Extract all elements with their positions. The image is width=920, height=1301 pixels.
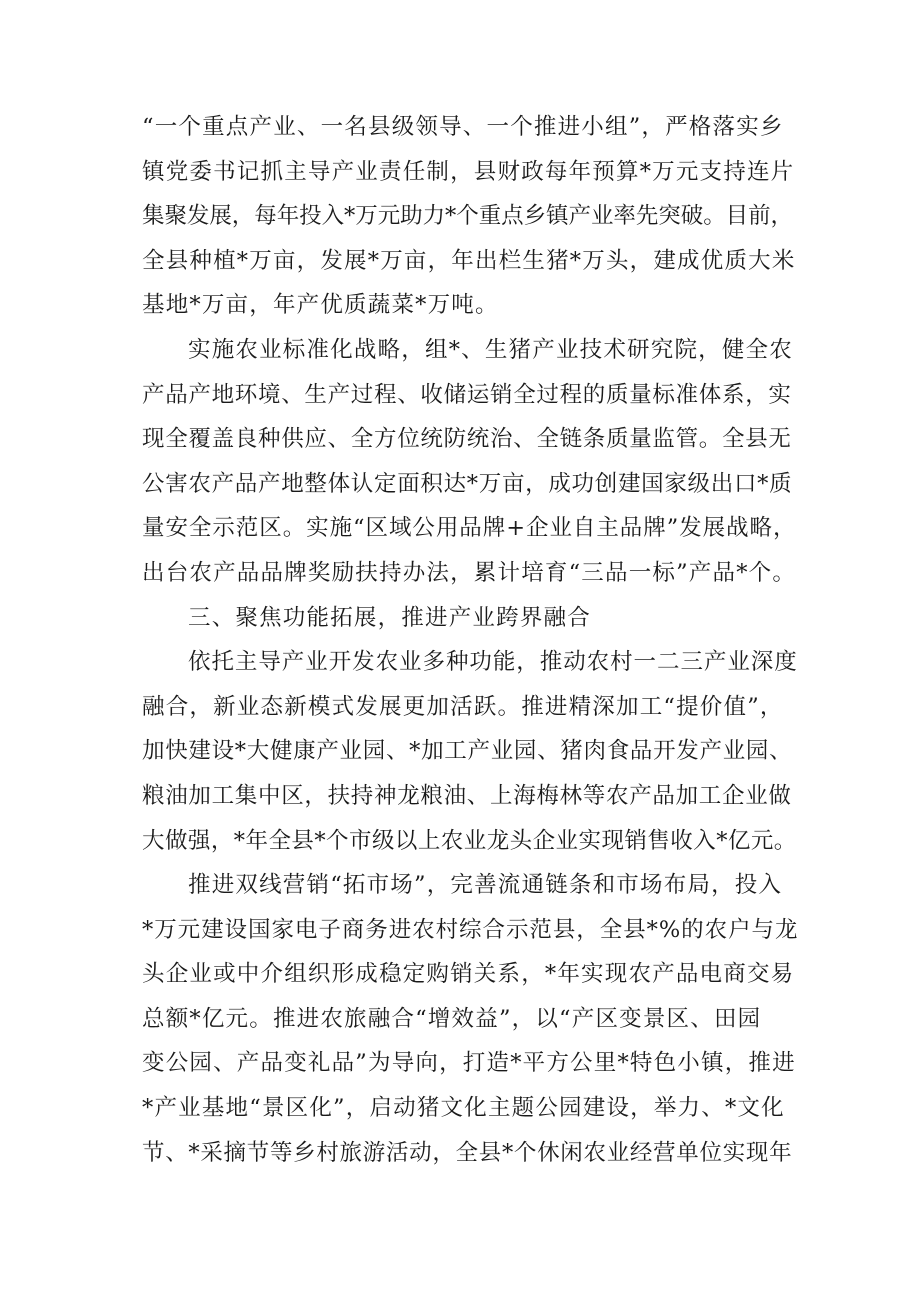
section-heading: 三、聚焦功能拓展，推进产业跨界融合 [188, 604, 591, 631]
text-line: 推进双线营销“拓市场”，完善流通链条和市场布局，投入 [188, 872, 783, 899]
text-line: 量安全示范区。实施“区域公用品牌+企业自主品牌”发展战略， [142, 515, 797, 542]
text-line: 镇党委书记抓主导产业责任制，县财政每年预算*万元支持连片 [142, 158, 795, 185]
text-line: *产业基地“景区化”，启动猪文化主题公园建设，举力、*文化 [142, 1095, 785, 1122]
text-line: 全县种植*万亩，发展*万亩，年出栏生猪*万头，建成优质大米 [142, 247, 796, 274]
text-line: 融合，新业态新模式发展更加活跃。推进精深加工“提价值”， [142, 693, 784, 720]
text-line: 总额*亿元。推进农旅融合“增效益”，以“产区变景区、田园 [142, 1005, 762, 1032]
text-line: 大做强，*年全县*个市级以上农业龙头企业实现销售收入*亿元。 [142, 827, 797, 854]
text-line: 产品产地环境、生产过程、收储运销全过程的质量标准体系，实 [142, 381, 792, 408]
text-line: 公害农产品产地整体认定面积达*万亩，成功创建国家级出口*质 [142, 470, 793, 497]
document-body [142, 105, 798, 1175]
text-line: *万元建设国家电子商务进农村综合示范县，全县*%的农户与龙 [142, 916, 799, 943]
text-line: 节、*采摘节等乡村旅游活动，全县*个休闲农业经营单位实现年 [142, 1139, 793, 1166]
text-line: 变公园、产品变礼品”为导向，打造*平方公里*特色小镇，推进 [142, 1050, 796, 1077]
text-line: 现全覆盖良种供应、全方位统防统治、全链条质量监管。全县无 [142, 426, 792, 453]
text-line: 粮油加工集中区，扶持神龙粮油、上海梅林等农产品加工企业做 [142, 782, 792, 809]
text-line: 头企业或中介组织形成稳定购销关系，*年实现农产品电商交易 [142, 961, 795, 988]
text-line: “一个重点产业、一名县级领导、一个推进小组”，严格落实乡 [142, 114, 784, 140]
text-line: 依托主导产业开发农业多种功能，推动农村一二三产业深度 [188, 649, 798, 676]
text-line: 加快建设*大健康产业园、*加工产业园、猪肉食品开发产业园、 [142, 738, 793, 765]
text-line: 基地*万亩，年产优质蔬菜*万吨。 [142, 292, 499, 319]
text-line: 集聚发展，每年投入*万元助力*个重点乡镇产业率先突破。目前， [142, 203, 794, 230]
text-line: 出台农产品品牌奖励扶持办法，累计培育“三品一标”产品*个。 [142, 559, 797, 586]
text-line: 实施农业标准化战略，组*、生猪产业技术研究院，健全农 [188, 336, 793, 363]
